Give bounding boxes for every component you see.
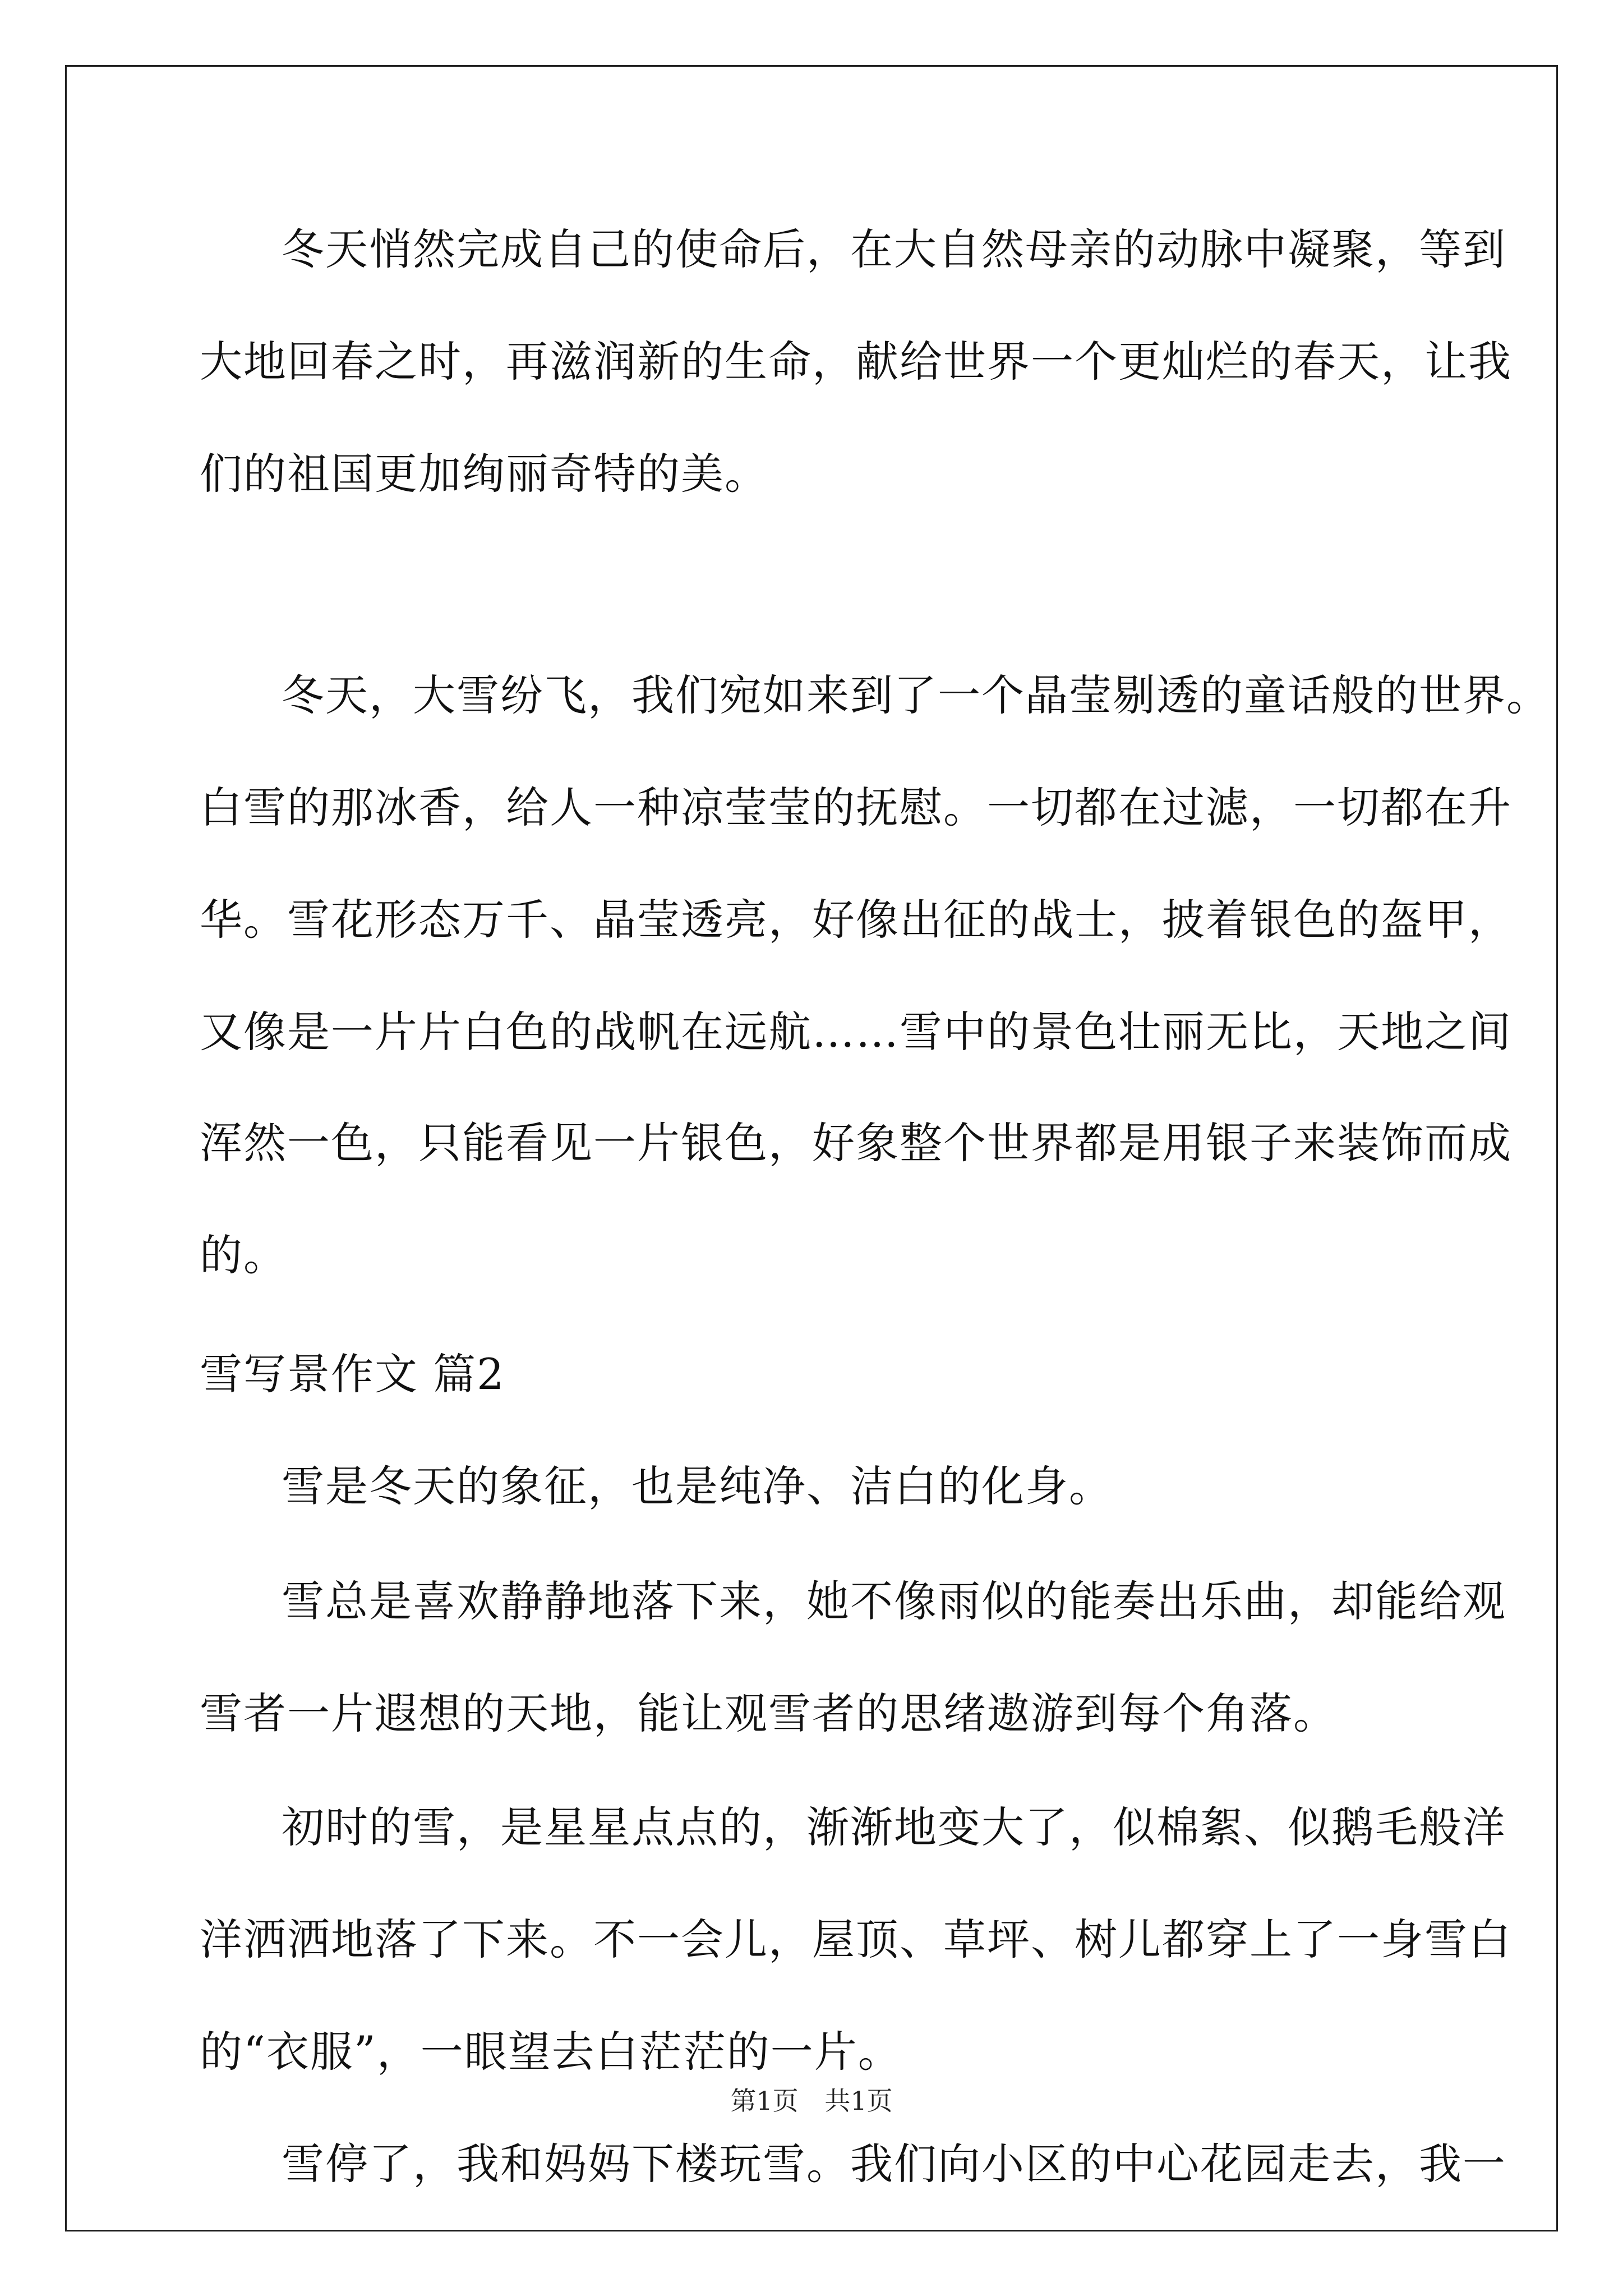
paragraph-line: 洋洒洒地落了下来。不一会儿，屋顶、草坪、树儿都穿上了一身雪白 — [200, 1915, 1512, 1964]
paragraph-line: 又像是一片片白色的战帆在远航……雪中的景色壮丽无比，天地之间 — [200, 1007, 1512, 1057]
page-number: 第1页 — [730, 2086, 799, 2116]
paragraph-line: 雪停了，我和妈妈下楼玩雪。我们向小区的中心花园走去，我一 — [282, 2139, 1506, 2189]
paragraph-line: 的“衣服”，一眼望去白茫茫的一片。 — [200, 2027, 902, 2077]
paragraph-line: 浑然一色，只能看见一片银色，好象整个世界都是用银子来装饰而成 — [200, 1118, 1512, 1168]
paragraph-line: 的。 — [200, 1230, 287, 1280]
paragraph-line: 白雪的那冰香，给人一种凉莹莹的抚慰。一切都在过滤，一切都在升 — [200, 783, 1512, 832]
paragraph-line: 雪总是喜欢静静地落下来，她不像雨似的能奏出乐曲，却能给观 — [282, 1576, 1506, 1626]
paragraph-line: 冬天，大雪纷飞，我们宛如来到了一个晶莹剔透的童话般的世界。 — [282, 670, 1550, 720]
paragraph-line: 华。雪花形态万千、晶莹透亮，好像出征的战士，披着银色的盔甲， — [200, 895, 1512, 945]
paragraph-line: 雪者一片遐想的天地，能让观雪者的思绪遨游到每个角落。 — [200, 1688, 1337, 1738]
paragraph-line: 初时的雪，是星星点点的，渐渐地变大了，似棉絮、似鹅毛般洋 — [282, 1802, 1506, 1852]
paragraph-line: 冬天悄然完成自己的使命后，在大自然母亲的动脉中凝聚，等到 — [282, 224, 1506, 274]
page-footer — [0, 2084, 1623, 2118]
paragraph-line: 大地回春之时，再滋润新的生命，献给世界一个更灿烂的春天，让我 — [200, 337, 1512, 386]
paragraph-line: 雪是冬天的象征，也是纯净、洁白的化身。 — [282, 1461, 1113, 1511]
page-total: 共1页 — [824, 2086, 893, 2116]
paragraph-line: 们的祖国更加绚丽奇特的美。 — [200, 449, 768, 499]
section-heading: 雪写景作文 篇2 — [200, 1349, 505, 1399]
